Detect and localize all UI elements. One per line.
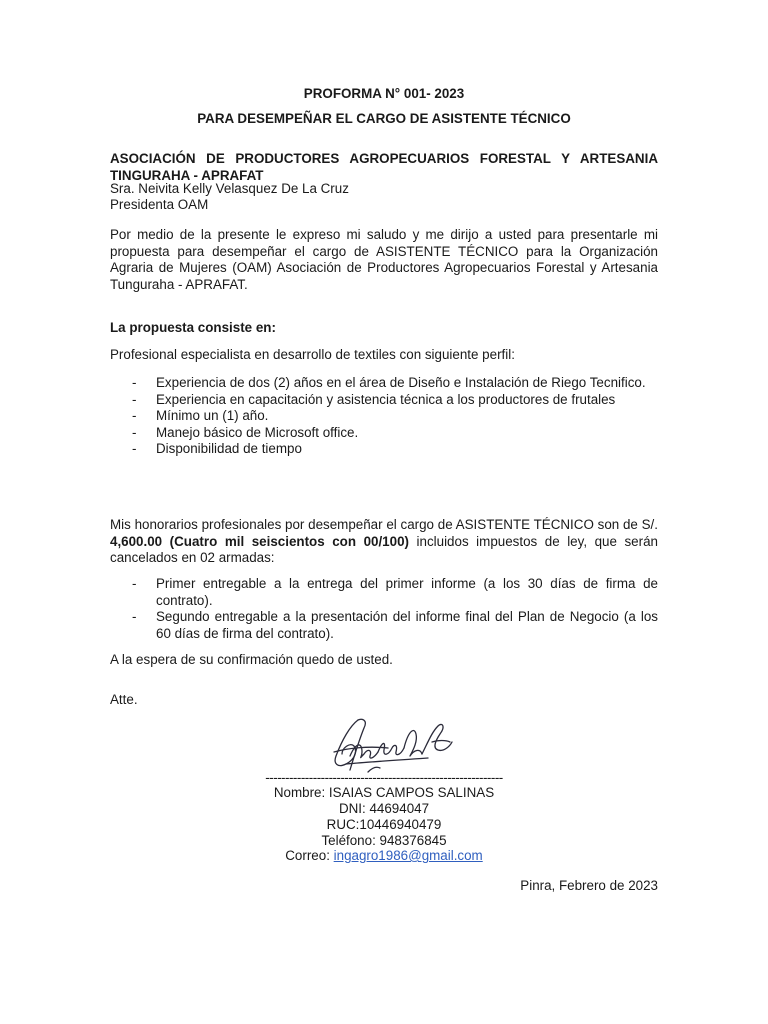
organization-name-line1: ASOCIACIÓN DE PRODUCTORES AGROPECUARIOS FORESTAL Y ARTESANIA	[110, 151, 658, 166]
payments-list	[110, 576, 658, 642]
list-dash: -	[132, 576, 137, 591]
list-item	[110, 392, 658, 409]
sign-off: Atte.	[110, 692, 138, 707]
fees-amount: 4,600.00 (Cuatro mil seiscientos con 00/100)	[110, 533, 409, 549]
list-dash: -	[132, 441, 137, 457]
list-item-text: Mínimo un (1) año.	[156, 408, 269, 424]
list-dash: -	[132, 424, 137, 440]
fees-paragraph	[110, 517, 658, 567]
list-item	[110, 576, 658, 609]
list-item-text: Segundo entregable a la presentación del informe final del Plan de Negocio (a los 60 días de firma del contrato).	[156, 609, 658, 641]
signer-dni: DNI: 44694047	[338, 801, 430, 816]
addressee-name: Sra. Neivita Kelly Velasquez De La Cruz	[110, 181, 349, 196]
date-line: Pinra, Febrero de 2023	[520, 878, 658, 893]
signer-ruc: RUC:10446940479	[326, 817, 442, 832]
document-subtitle: PARA DESEMPEÑAR EL CARGO DE ASISTENTE TÉCNICO	[197, 111, 571, 126]
email-label: Correo:	[285, 848, 334, 863]
organization-name	[110, 151, 658, 184]
document-title: PROFORMA N° 001- 2023	[303, 86, 465, 101]
list-item-text: Disponibilidad de tiempo	[156, 441, 302, 457]
list-dash: -	[132, 609, 137, 625]
list-item-text: Experiencia en capacitación y asistencia técnica a los productores de frutales	[156, 391, 616, 407]
list-dash: -	[132, 391, 137, 407]
handwritten-signature	[328, 712, 458, 778]
list-item	[110, 609, 658, 642]
list-dash: -	[132, 375, 137, 390]
list-item-text: Experiencia de dos (2) años en el área de Diseño e Instalación de Riego Tecnifico.	[156, 375, 646, 390]
list-item	[110, 441, 658, 458]
proposal-heading: La propuesta consiste en:	[110, 320, 276, 335]
signer-name: Nombre: ISAIAS CAMPOS SALINAS	[273, 785, 495, 800]
intro-paragraph: Por medio de la presente le expreso mi saludo y me dirijo a usted para presentarle mi propuesta para desempeñar el cargo de ASISTENTE TÉCNICO para la Organización Agraria de Mujeres (OAM) Asociación de Productores Agropecuarios Forestal y Artesania Tunguraha - APRAFAT.	[110, 227, 658, 292]
signer-phone: Teléfono: 948376845	[321, 833, 447, 848]
list-item	[110, 408, 658, 425]
signature-line: ------------------------------------------------------------	[265, 770, 503, 785]
closing-line: A la espera de su confirmación quedo de usted.	[110, 652, 393, 667]
list-item	[110, 375, 658, 392]
addressee-role: Presidenta OAM	[110, 197, 209, 212]
fees-text-start: Mis honorarios profesionales por desempeñar el cargo de ASISTENTE TÉCNICO son de S/.	[110, 517, 658, 532]
list-item	[110, 425, 658, 442]
fees-text-end: incluidos impuestos de ley, que serán cancelados en 02 armadas:	[110, 533, 658, 566]
email-link[interactable]: ingagro1986@gmail.com	[333, 848, 483, 863]
requirements-list	[110, 375, 658, 458]
organization-name-line2: TINGURAHA - APRAFAT	[110, 167, 264, 183]
list-item-text: Primer entregable a la entrega del primer informe (a los 30 días de firma de contrato).	[156, 576, 658, 608]
profile-intro: Profesional especialista en desarrollo de textiles con siguiente perfil:	[110, 347, 515, 362]
list-dash: -	[132, 408, 137, 424]
list-item-text: Manejo básico de Microsoft office.	[156, 424, 359, 440]
signer-email-line	[240, 848, 528, 865]
